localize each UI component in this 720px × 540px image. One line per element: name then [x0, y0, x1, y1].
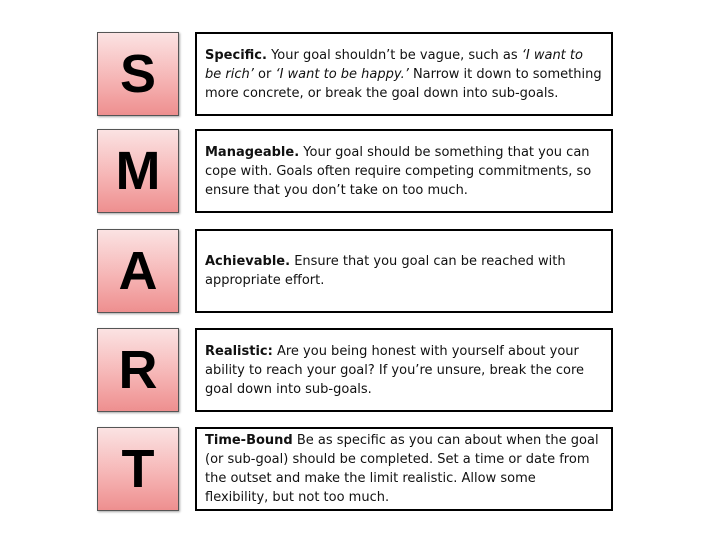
letter-t: T — [121, 439, 155, 499]
letter-m: M — [115, 141, 161, 201]
description-achievable — [205, 252, 603, 290]
description-time-bound — [205, 431, 603, 507]
example-text: ‘I want to be rich’ — [205, 47, 583, 82]
title-realistic: Realistic: — [205, 343, 273, 359]
title-achievable: Achievable. — [205, 254, 291, 269]
description-text: Ensure that you goal can be reached with appropriate effort. — [205, 254, 566, 288]
description-box-achievable — [195, 229, 613, 313]
description-text: Narrow it down to something more concrete, or break the goal down into sub-goals. — [205, 66, 602, 101]
title-time-bound: Time-Bound — [205, 433, 293, 448]
row-manageable — [0, 129, 720, 215]
description-text: Your goal should be something that you can cope with. Goals often require competing commitments, so ensure that you don’t take on too much. — [205, 144, 592, 198]
letter-r: R — [118, 340, 158, 400]
letter-s: S — [119, 44, 157, 104]
row-achievable — [0, 229, 720, 315]
description-text: Your goal shouldn’t be vague, such as — [266, 47, 522, 63]
title-specific: Specific. — [205, 47, 267, 63]
example-text: ‘I want to be happy.’ — [275, 66, 409, 82]
description-box-realistic — [195, 328, 613, 412]
row-realistic — [0, 328, 720, 414]
letter-box-t — [97, 427, 179, 511]
letter-box-a — [97, 229, 179, 313]
description-box-manageable — [195, 129, 613, 213]
letter-box-s — [97, 32, 179, 116]
description-specific — [205, 46, 603, 103]
letter-box-r — [97, 328, 179, 412]
description-box-time-bound — [195, 427, 613, 511]
description-box-specific — [195, 32, 613, 116]
description-text: Are you being honest with yourself about your ability to reach your goal? If you’re unsure, break the core goal down into sub-goals. — [205, 343, 585, 397]
letter-box-m — [97, 129, 179, 213]
row-specific — [0, 32, 720, 118]
description-text: or — [253, 66, 276, 82]
description-manageable — [205, 143, 603, 200]
title-manageable: Manageable. — [205, 144, 300, 160]
description-realistic — [205, 342, 603, 399]
letter-a: A — [118, 241, 158, 301]
row-time-bound — [0, 427, 720, 513]
description-text: Be as specific as you can about when the goal (or sub-goal) should be completed. Set a time or date from the outset and make the limit realistic. Allow some flexibility, but not too much. — [205, 433, 599, 505]
